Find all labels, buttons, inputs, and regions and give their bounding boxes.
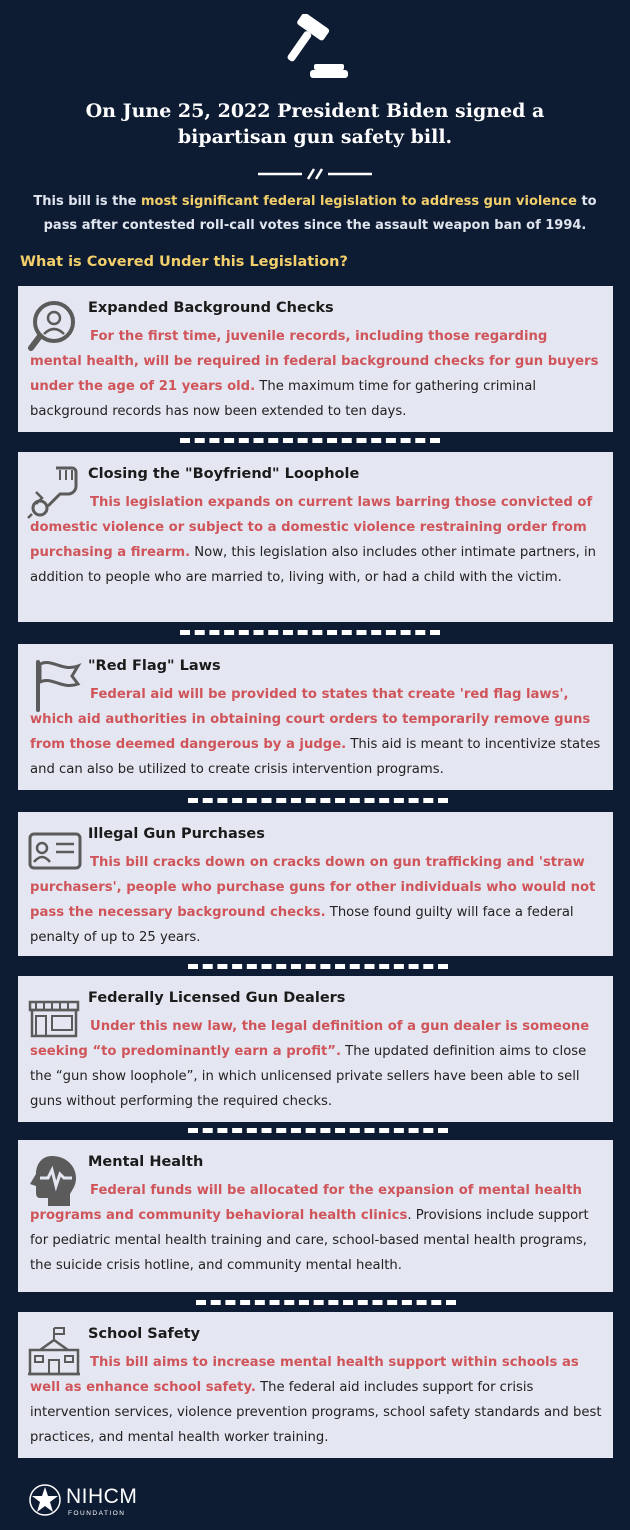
card-body [30, 1178, 603, 1278]
section-divider [188, 964, 448, 969]
section-heading: What is Covered Under this Legislation? [20, 254, 348, 270]
card-text: . Provisions include support for pediatric mental health training and care, school-based mental health programs, the suicide crisis hotline, and community mental health. [30, 1208, 589, 1273]
nihcm-star-logo-icon [28, 1483, 62, 1517]
card-gun-dealers [18, 976, 613, 1122]
card-background-checks [18, 286, 613, 432]
card-school-safety [18, 1312, 613, 1458]
footer-brand-name: NIHCM [66, 1485, 138, 1508]
card-body [30, 490, 603, 590]
card-highlight: This bill cracks down on cracks down on gun trafficking and 'straw purchasers', people who purchase guns for other individuals who would not pass the necessary background checks. [30, 855, 596, 920]
card-boyfriend-loophole [18, 452, 613, 622]
card-title: Closing the "Boyfriend" Loophole [88, 466, 360, 482]
card-body [30, 324, 603, 424]
intro-after: to pass after contested roll-call votes since the assault weapon ban of 1994. [43, 194, 597, 233]
card-text: The federal aid includes support for crisis intervention services, violence prevention programs, school safety standards and best practices, and mental health worker training. [30, 1380, 602, 1445]
gavel-icon [278, 14, 352, 80]
card-body [30, 682, 603, 782]
section-divider [180, 438, 440, 443]
section-divider [196, 1300, 456, 1305]
card-highlight: For the first time, juvenile records, including those regarding mental health, will be required in federal background checks for gun buyers under the age of 21 years old. [30, 329, 599, 394]
card-title: "Red Flag" Laws [88, 658, 221, 674]
card-title: Mental Health [88, 1154, 204, 1170]
card-title: School Safety [88, 1326, 201, 1342]
card-text: This aid is meant to incentivize states and can also be utilized to create crisis intervention programs. [30, 737, 601, 777]
intro-before: This bill is the [33, 194, 141, 209]
page-title: On June 25, 2022 President Biden signed a bipartisan gun safety bill. [85, 100, 545, 148]
card-red-flag-laws [18, 644, 613, 790]
card-title: Expanded Background Checks [88, 300, 334, 316]
section-divider [188, 1128, 448, 1133]
card-title: Illegal Gun Purchases [88, 826, 265, 842]
card-text: The updated definition aims to close the “gun show loophole”, in which unlicensed private sellers have been able to sell guns without performing the required checks. [30, 1044, 587, 1109]
card-illegal-purchases [18, 812, 613, 956]
intro-highlight: most significant federal legislation to address gun violence [140, 194, 577, 209]
footer-logo[interactable] [28, 1483, 148, 1519]
card-highlight: Under this new law, the legal definition of a gun dealer is someone seeking “to predominantly earn a profit”. [30, 1019, 590, 1059]
card-title: Federally Licensed Gun Dealers [88, 990, 346, 1006]
card-highlight: Federal aid will be provided to states that create 'red flag laws', which aid authorities in obtaining court orders to temporarily remove guns from those deemed dangerous by a judge. [30, 687, 591, 752]
intro-text [24, 190, 606, 238]
card-body [30, 850, 603, 950]
card-text: The maximum time for gathering criminal background records has now been extended to ten days. [30, 379, 537, 419]
card-body [30, 1014, 603, 1114]
card-body [30, 1350, 603, 1450]
card-highlight: This legislation expands on current laws barring those convicted of domestic violence or subject to a domestic violence restraining order from purchasing a firearm. [30, 495, 593, 560]
card-mental-health [18, 1140, 613, 1292]
card-highlight: Federal funds will be allocated for the expansion of mental health programs and community behavioral health clinics [30, 1183, 582, 1223]
card-text: Those found guilty will face a federal penalty of up to 25 years. [30, 905, 574, 945]
title-divider [258, 166, 372, 180]
card-text: Now, this legislation also includes other intimate partners, in addition to people who are married to, living with, or had a child with the victim. [30, 545, 597, 585]
card-highlight: This bill aims to increase mental health support within schools as well as enhance school safety. [30, 1355, 579, 1395]
section-divider [188, 798, 448, 803]
footer-brand-sub: FOUNDATION [68, 1510, 126, 1517]
section-divider [180, 630, 440, 635]
